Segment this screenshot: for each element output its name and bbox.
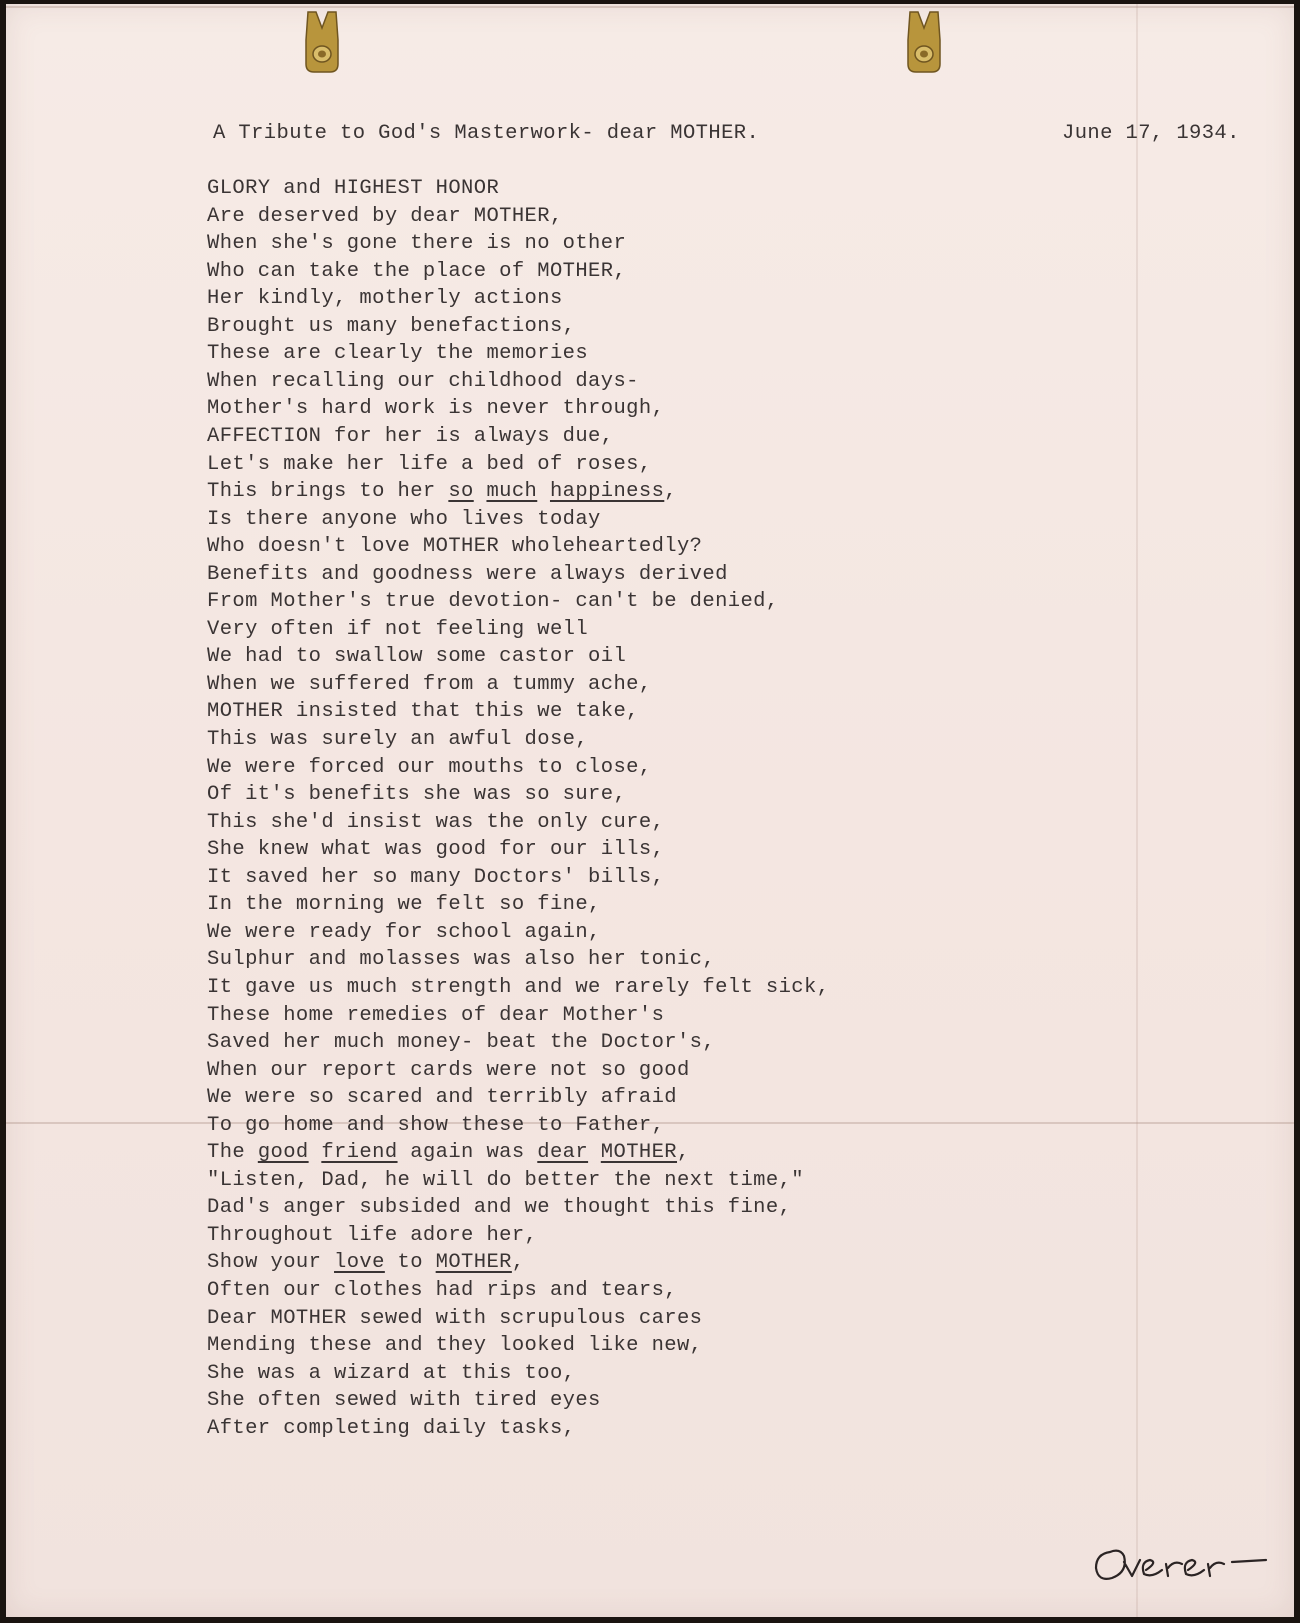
handwritten-over-note — [1088, 1522, 1278, 1592]
underlined-word: MOTHER — [600, 1141, 678, 1165]
poem-line — [207, 563, 728, 586]
poem-line — [207, 1169, 804, 1192]
poem-line — [207, 948, 715, 971]
document-title: A Tribute to God's Masterwork- dear MOTHER. — [213, 122, 760, 145]
poem-line — [207, 425, 613, 448]
poem-text: It saved her so many Doctors' bills, — [207, 865, 665, 889]
poem-line — [207, 1196, 791, 1219]
underlined-word: love — [334, 1251, 385, 1275]
poem-text — [474, 480, 487, 503]
poem-line — [207, 1417, 575, 1440]
poem-text: She often sewed with tired eyes — [207, 1389, 601, 1413]
poem-text: Show your — [207, 1251, 335, 1275]
poem-line — [207, 893, 601, 916]
poem-text: Often our clothes had rips and tears, — [207, 1279, 677, 1302]
poem-text: Mending these and they looked like new, — [207, 1334, 703, 1358]
poem-line — [207, 232, 626, 255]
poem-line — [207, 1086, 677, 1109]
underlined-word: dear — [537, 1141, 589, 1165]
poem-text — [537, 480, 550, 503]
poem-text: From Mother's true devotion- can't be denied, — [207, 590, 779, 614]
poem-line — [207, 866, 664, 889]
underlined-word: friend — [321, 1141, 398, 1165]
poem-line — [207, 1279, 677, 1302]
poem-line — [207, 370, 639, 393]
poem-line — [207, 728, 588, 751]
poem-text: The — [207, 1141, 258, 1165]
poem-line — [207, 700, 639, 723]
poem-line — [207, 1334, 702, 1357]
poem-text: Mother's hard work is never through, — [207, 397, 665, 421]
poem-text: Is there anyone who lives today — [207, 507, 601, 531]
poem-text: Very often if not feeling well — [207, 617, 589, 641]
poem-text: , — [664, 480, 677, 504]
poem-text: Dad's anger subsided and we thought this fine, — [207, 1196, 792, 1220]
poem-text: It gave us much strength and we rarely felt sick, — [207, 975, 830, 999]
poem-line — [207, 756, 652, 779]
poem-text: Sulphur and molasses was also her tonic, — [207, 948, 716, 972]
poem-text: Benefits and goodness were always derived — [207, 562, 728, 586]
poem-text: When recalling our childhood days- — [207, 369, 639, 393]
poem-text: AFFECTION for her is always due, — [207, 424, 614, 448]
poem-text: Dear MOTHER sewed with scrupulous cares — [207, 1306, 703, 1330]
poem-line — [207, 1004, 664, 1027]
poem-text: After completing daily tasks, — [207, 1416, 576, 1440]
poem-text: We were forced our mouths to close, — [207, 755, 652, 779]
poem-line — [207, 205, 563, 228]
poem-text: This brings to her — [207, 480, 449, 504]
poem-line — [207, 453, 652, 476]
document-date: June 17, 1934. — [1062, 122, 1240, 145]
underlined-word: so — [448, 480, 474, 504]
poem-text: again was — [397, 1141, 538, 1165]
poem-text: Let's make her life a bed of roses, — [207, 452, 652, 476]
poem-text: She was a wizard at this too, — [207, 1361, 576, 1385]
poem-line — [207, 535, 702, 558]
poem-text: We were so scared and terribly afraid — [207, 1086, 677, 1110]
poem-line — [207, 921, 601, 944]
poem-line — [207, 618, 588, 641]
poem-line — [207, 1389, 601, 1412]
poem-text: These home remedies of dear Mother's — [207, 1003, 665, 1027]
poem-line — [207, 1059, 690, 1082]
poem-text: Saved her much money- beat the Doctor's, — [207, 1031, 716, 1055]
poem-text: We were ready for school again, — [207, 920, 601, 944]
poem-line — [207, 645, 626, 668]
poem-line — [207, 260, 626, 283]
poem-text: Brought us many benefactions, — [207, 314, 576, 338]
poem-text: In the morning we felt so fine, — [207, 893, 601, 917]
poem-text: GLORY and HIGHEST HONOR — [207, 177, 500, 200]
poem-line — [207, 838, 664, 861]
poem-text: When our report cards were not so good — [207, 1058, 690, 1082]
poem-text: Are deserved by dear MOTHER, — [207, 204, 563, 228]
poem-line — [207, 1307, 702, 1330]
underlined-word: much — [486, 480, 538, 504]
poem-text: When we suffered from a tummy ache, — [207, 672, 652, 696]
poem-line — [207, 508, 601, 531]
poem-text: This was surely an awful dose, — [207, 728, 589, 751]
poem-line — [207, 342, 588, 365]
poem-line — [207, 1114, 664, 1137]
poem-line — [207, 673, 652, 696]
poem-line — [207, 590, 779, 613]
poem-text: Her kindly, motherly actions — [207, 287, 563, 311]
poem-text: MOTHER insisted that this we take, — [207, 700, 639, 724]
poem-line — [207, 811, 664, 834]
poem-line — [207, 1362, 575, 1385]
poem-line — [207, 1141, 690, 1164]
poem-line — [207, 287, 563, 310]
poem-line — [207, 480, 677, 503]
poem-text: Who doesn't love MOTHER wholeheartedly? — [207, 535, 703, 559]
poem-text: She knew what was good for our ills, — [207, 838, 665, 862]
poem-text — [309, 1141, 322, 1164]
poem-line — [207, 1224, 537, 1247]
underlined-word: MOTHER — [435, 1251, 512, 1275]
poem-text: When she's gone there is no other — [207, 232, 627, 256]
poem-line — [207, 397, 664, 420]
poem-text: Who can take the place of MOTHER, — [207, 259, 627, 283]
poem-text — [588, 1141, 601, 1164]
poem-text: , — [677, 1141, 690, 1165]
poem-line — [207, 1251, 525, 1274]
poem-text: , — [511, 1251, 525, 1275]
poem-text: to — [384, 1251, 436, 1275]
poem-line — [207, 1031, 715, 1054]
poem-text: Throughout life adore her, — [207, 1223, 538, 1247]
poem-text: We had to swallow some castor oil — [207, 645, 627, 669]
poem-text: Of it's benefits she was so sure, — [207, 783, 627, 807]
poem-line — [207, 177, 499, 200]
poem-text: This she'd insist was the only cure, — [207, 810, 665, 834]
poem-text: To go home and show these to Father, — [207, 1113, 665, 1137]
underlined-word: happiness — [549, 480, 665, 504]
poem-text: "Listen, Dad, he will do better the next time," — [207, 1168, 804, 1192]
poem-line — [207, 315, 575, 338]
poem-line — [207, 783, 626, 806]
poem-line — [207, 976, 829, 999]
poem-text: These are clearly the memories — [207, 342, 589, 366]
underlined-word: good — [257, 1141, 309, 1165]
